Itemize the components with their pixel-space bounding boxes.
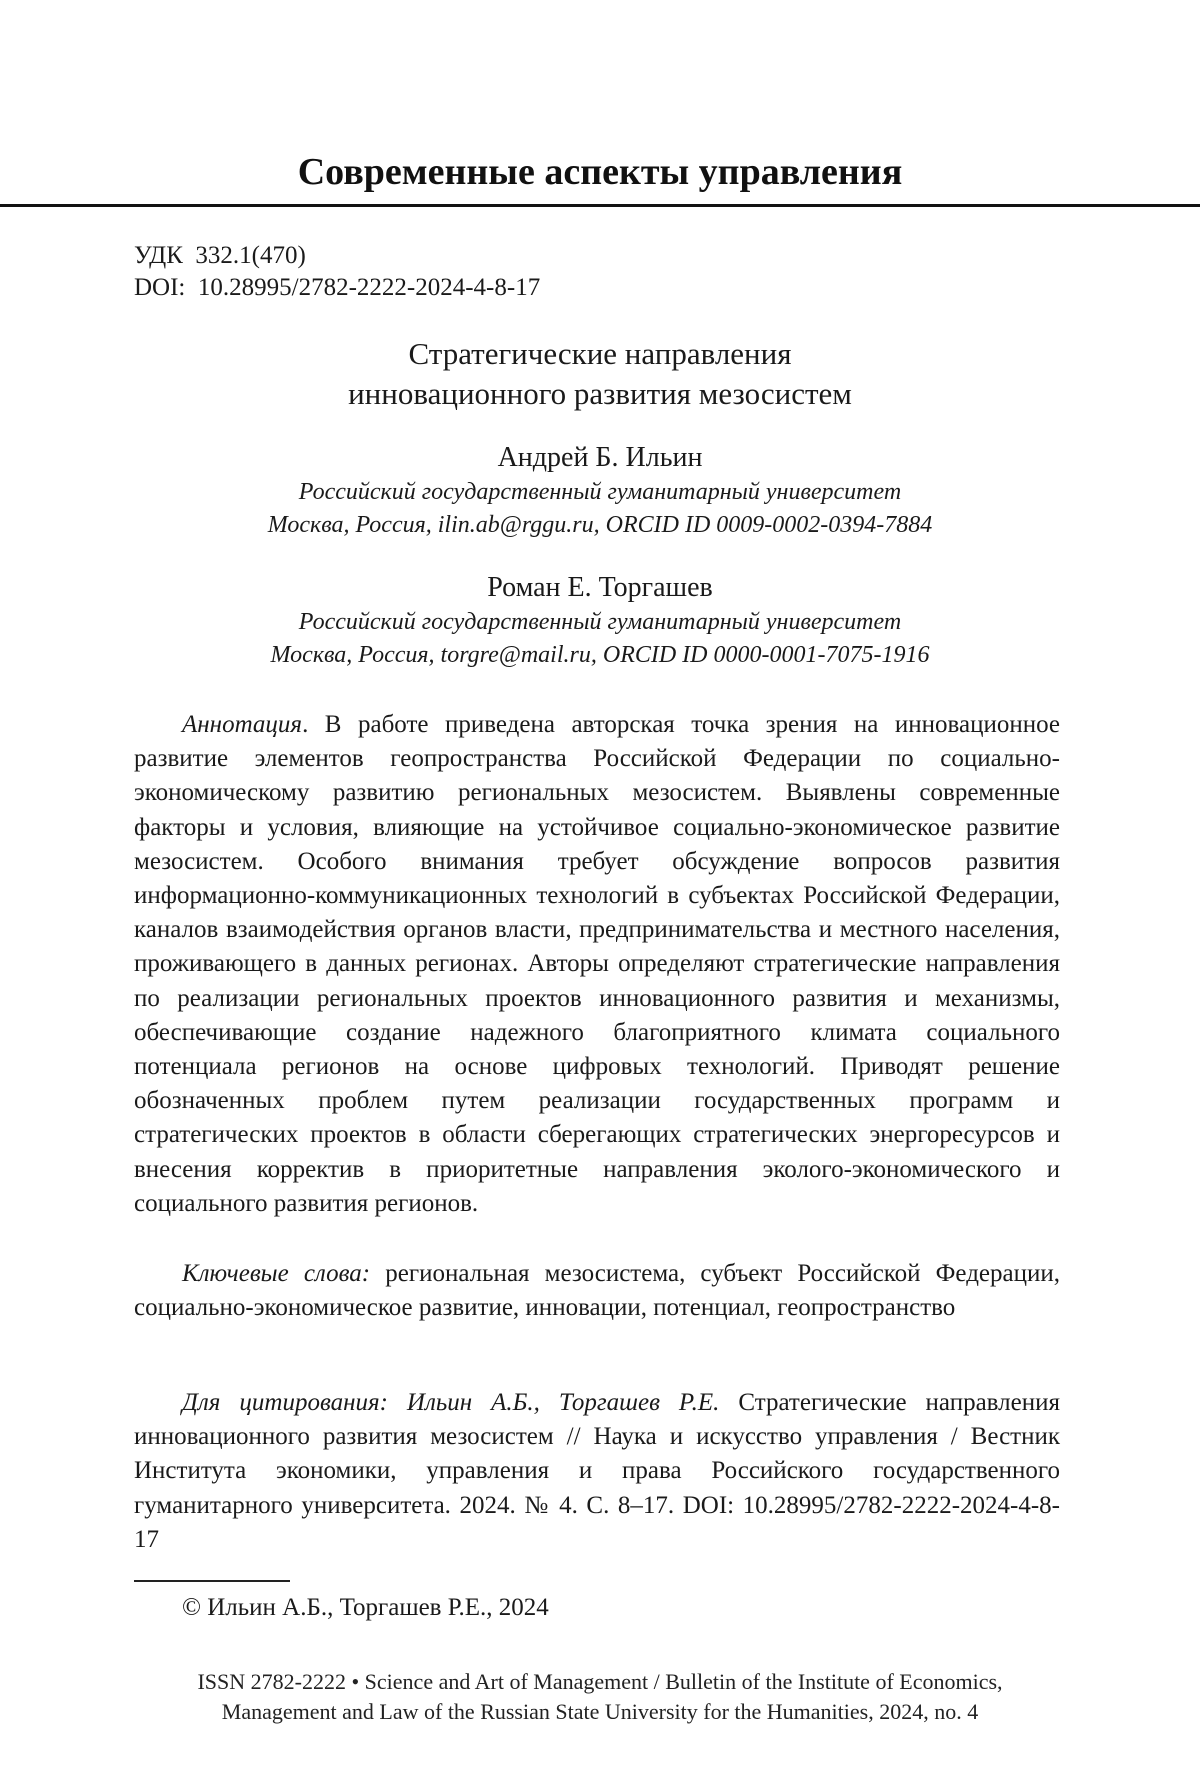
journal-footer xyxy=(0,1667,1200,1727)
article-meta xyxy=(134,240,540,304)
citation-label: Для цитирования: Ильин А.Б., Торгашев Р.Е. xyxy=(182,1389,720,1416)
footer-line-1: ISSN 2782-2222 • Science and Art of Management / Bulletin of the Institute of Economics, xyxy=(197,1669,1003,1694)
article-title-line-1: Стратегические направления xyxy=(408,336,792,371)
copyright-notice: © Ильин А.Б., Торгашев Р.Е., 2024 xyxy=(182,1594,549,1621)
section-title: Современные аспекты управления xyxy=(297,151,903,193)
abstract-label: Аннотация xyxy=(182,711,303,738)
author-name: Роман Е. Торгашев xyxy=(487,572,713,603)
author-location: Москва, Россия, torgre@mail.ru, ORCID ID 0000-0001-7075-1916 xyxy=(270,642,930,668)
author-affiliation: Российский государственный гуманитарный университет xyxy=(298,609,902,635)
keywords-text: региональная мезосистема, субъект Российской Федерации, социально-экономическое развитие, инновации, потенциал, геопространство xyxy=(134,1260,1060,1322)
author-block-2 xyxy=(0,570,1200,672)
article-title xyxy=(0,334,1200,414)
header-rule xyxy=(0,204,1200,207)
author-block-1 xyxy=(0,440,1200,542)
author-location: Москва, Россия, ilin.ab@rggu.ru, ORCID ID 0009-0002-0394-7884 xyxy=(267,512,933,538)
citation-text: Стратегические направления инновационного развития мезосистем // Наука и искусство управления / Вестник Института экономики, управления и права Российского государственного гуманитарного университета. 2024. № 4. С. 8–17. DOI: 10.28995/2782-2222-2024-4-8-17 xyxy=(134,1389,1060,1553)
udc-code: УДК 332.1(470) xyxy=(134,242,306,269)
author-affiliation: Российский государственный гуманитарный университет xyxy=(298,479,902,505)
keywords-label: Ключевые слова: xyxy=(182,1260,371,1287)
abstract-text: . В работе приведена авторская точка зрения на инновационное развитие элементов геопространства Российской Федерации по социально-экономическому развитию региональных мезосистем. Выявлены современные факторы и условия, влияющие на устойчивое социально-экономическое развитие мезосистем. Особого внимания требует обсуждение вопросов развития информационно-коммуникационных технологий в субъектах Российской Федерации, каналов взаимодействия органов власти, предпринимательства и местного населения, проживающего в данных регионах. Авторы определяют стратегические направления по реализации региональных проектов инновационного развития и механизмы, обеспечивающие создание надежного благоприятного климата социального потенциала регионов на основе цифровых технологий. Приводят решение обозначенных проблем путем реализации государственных программ и стратегических проектов в области сберегающих стратегических энергоресурсов и внесения корректив в приоритетные направления эколого-экономического и социального развития регионов. xyxy=(134,711,1060,1217)
citation xyxy=(134,1386,1060,1557)
abstract xyxy=(134,708,1060,1221)
author-name: Андрей Б. Ильин xyxy=(497,442,703,473)
doi: DOI: 10.28995/2782-2222-2024-4-8-17 xyxy=(134,274,541,301)
article-title-line-2: инновационного развития мезосистем xyxy=(348,376,852,411)
keywords xyxy=(134,1257,1060,1325)
footer-line-2: Management and Law of the Russian State University for the Humanities, 2024, no. 4 xyxy=(221,1699,979,1724)
footnote-rule xyxy=(134,1580,290,1582)
